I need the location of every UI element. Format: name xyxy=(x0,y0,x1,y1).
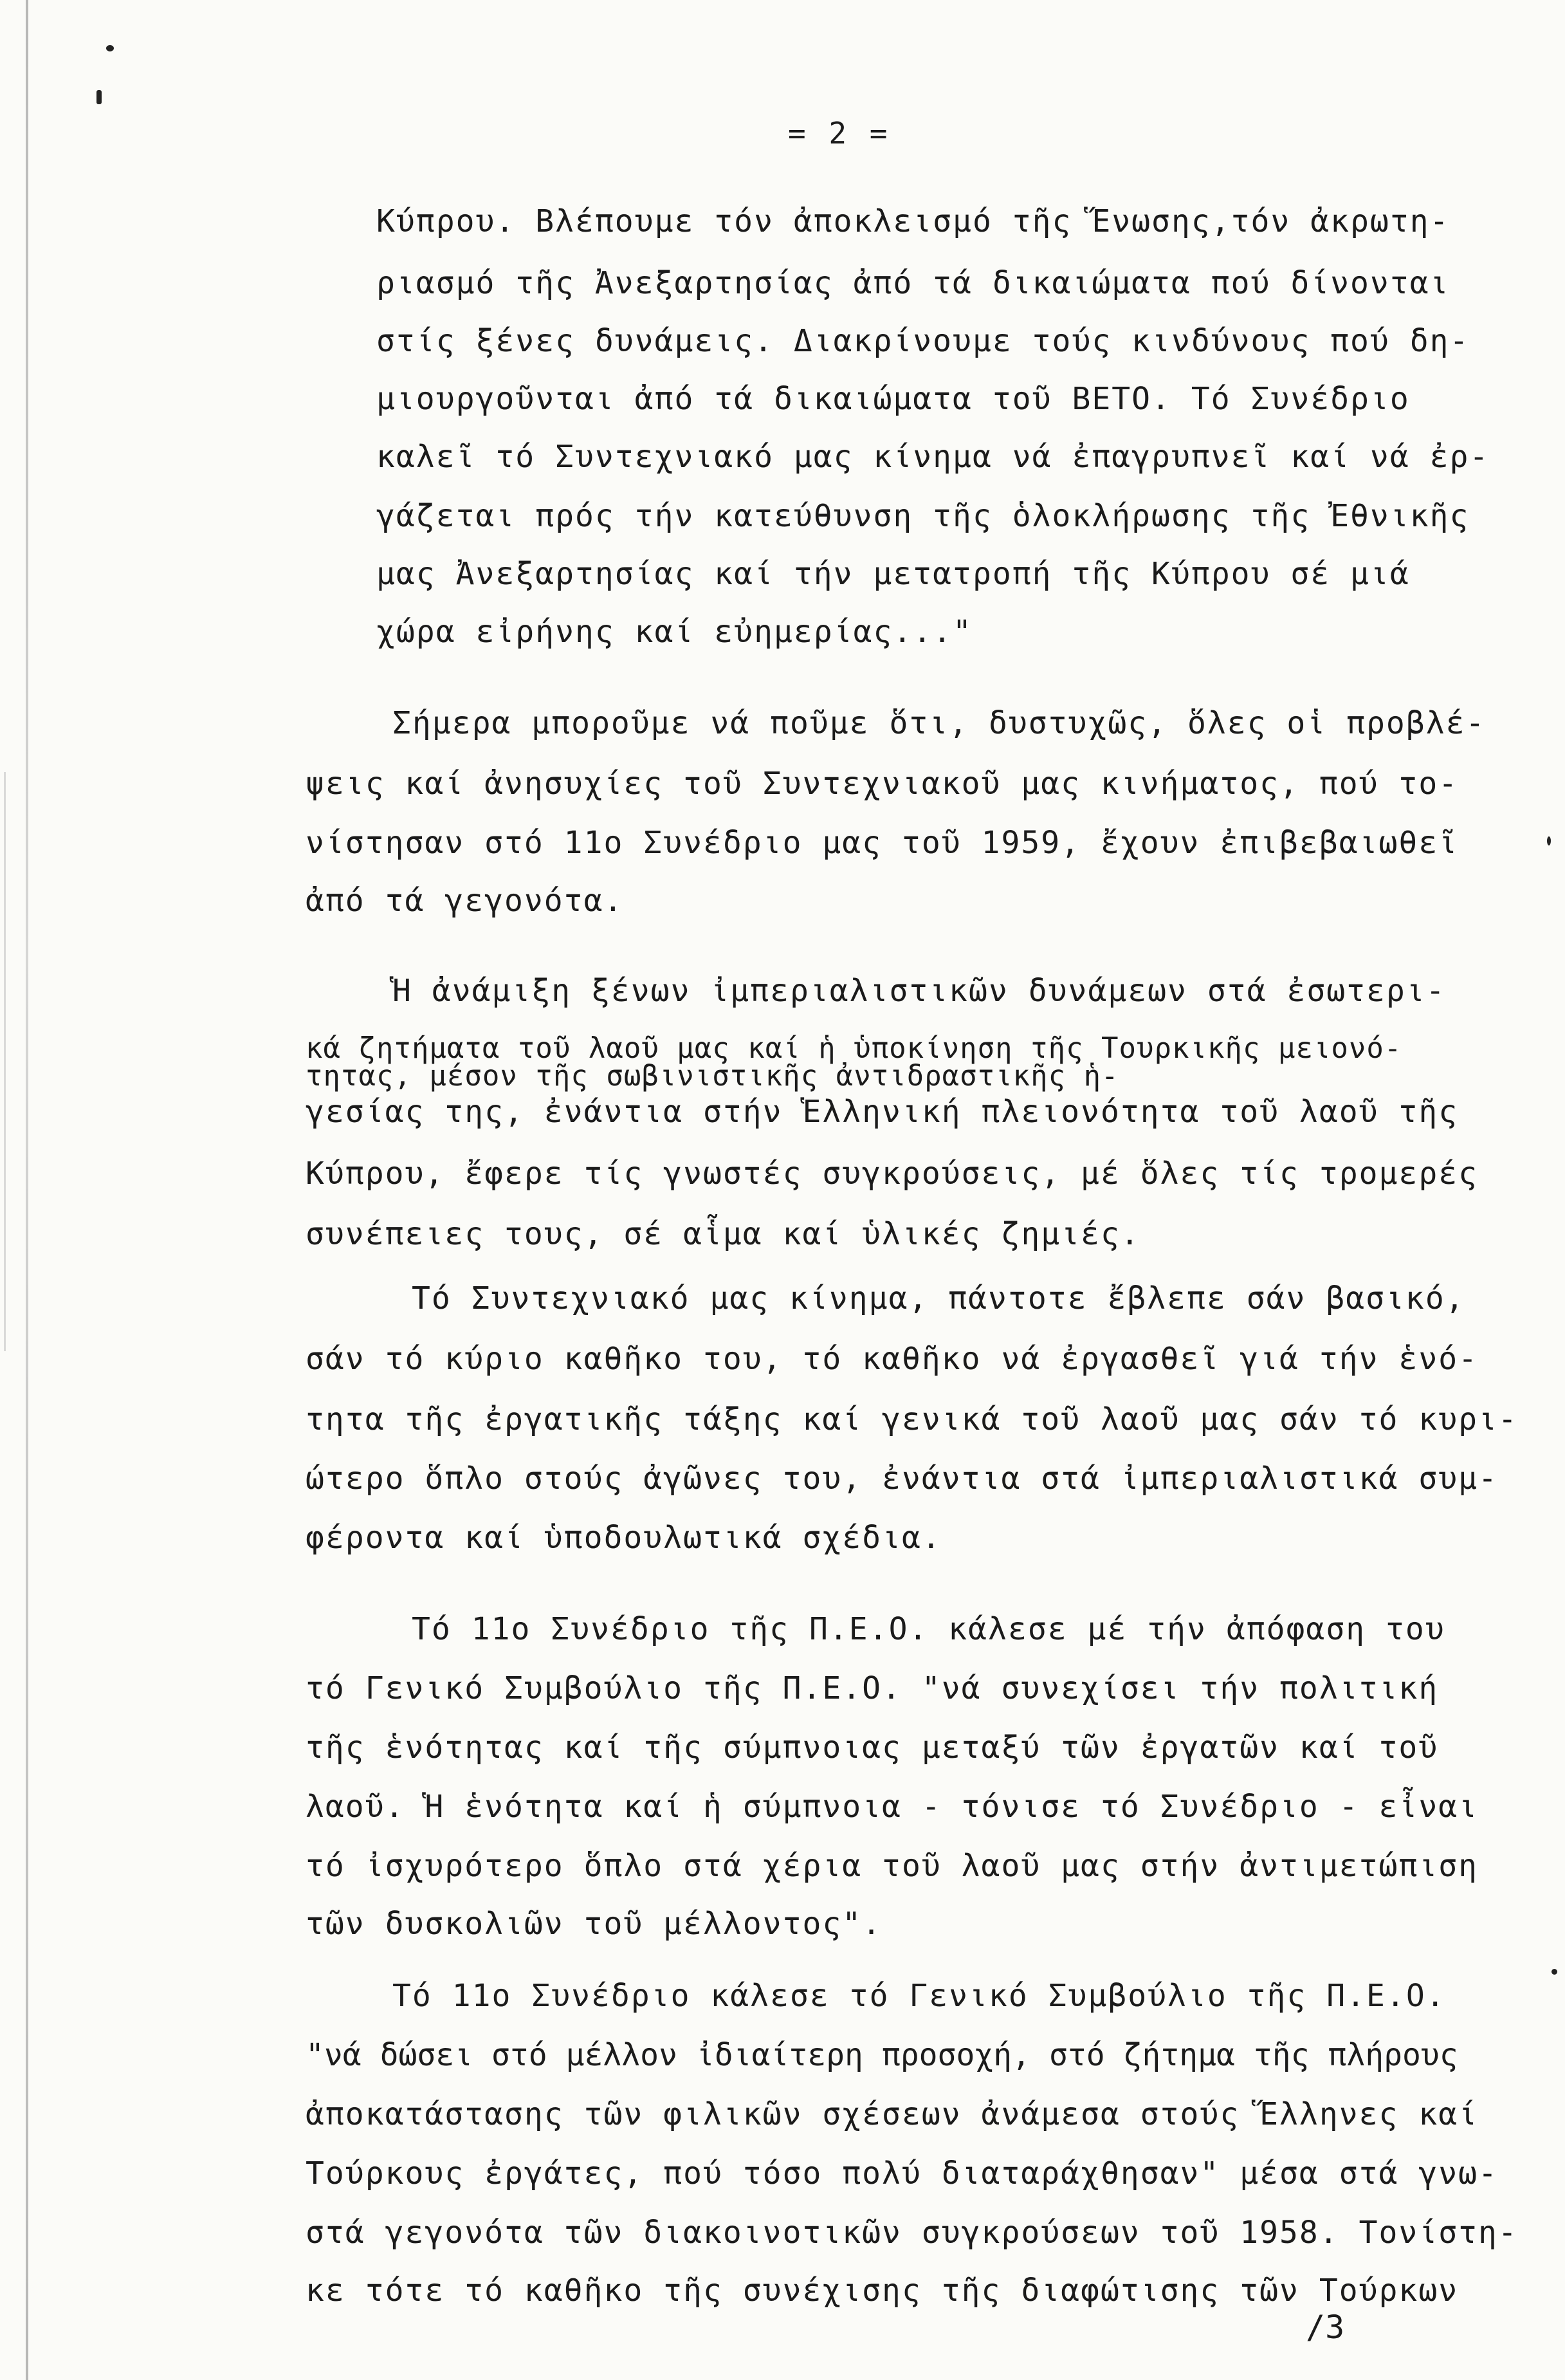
text-line: κε τότε τό καθῆκο τῆς συνέχισης τῆς διαφώτισης τῶν Τούρκων xyxy=(306,2273,1459,2309)
text-line: ἀποκατάστασης τῶν φιλικῶν σχέσεων ἀνάμεσα στούς Ἕλληνες καί xyxy=(306,2096,1479,2132)
text-line: καλεῖ τό Συντεχνιακό μας κίνημα νά ἐπαγρυπνεῖ καί νά ἐρ- xyxy=(376,439,1490,475)
text-line: Τό Συντεχνιακό μας κίνημα, πάντοτε ἔβλεπε σάν βασικό, xyxy=(412,1280,1465,1316)
text-line: Τό 11ο Συνέδριο τῆς Π.Ε.Ο. κάλεσε μέ τήν ἀπόφαση του xyxy=(412,1611,1445,1647)
text-line: μας Ἀνεξαρτησίας καί τήν μετατροπή τῆς Κύπρου σέ μιά xyxy=(376,556,1410,592)
text-line: στά γεγονότα τῶν διακοινοτικῶν συγκρούσεων τοῦ 1958. Τονίστη- xyxy=(306,2215,1518,2251)
text-line: ἀπό τά γεγονότα. xyxy=(306,883,624,919)
scan-speck xyxy=(1547,836,1551,845)
text-line: ψεις καί ἀνησυχίες τοῦ Συντεχνιακοῦ μας κινήματος, πού το- xyxy=(306,766,1459,802)
text-line: τῆς ἑνότητας καί τῆς σύμπνοιας μεταξύ τῶν ἐργατῶν καί τοῦ xyxy=(306,1730,1439,1766)
text-line: Κύπρου, ἔφερε τίς γνωστές συγκρούσεις, μέ ὅλες τίς τρομερές xyxy=(306,1156,1479,1192)
text-line: τητας, μέσον τῆς σωβινιστικῆς ἀντιδραστικῆς ἡ- xyxy=(306,1060,1119,1093)
text-line: μιουργοῦνται ἀπό τά δικαιώματα τοῦ ΒΕΤΟ. Τό Συνέδριο xyxy=(376,381,1410,417)
text-line: σάν τό κύριο καθῆκο του, τό καθῆκο νά ἐργασθεῖ γιά τήν ἑνό- xyxy=(306,1341,1479,1377)
scan-speck xyxy=(1551,1969,1557,1975)
scan-edge-line xyxy=(26,0,28,2380)
text-line: λαοῦ. Ἡ ἑνότητα καί ἡ σύμπνοια - τόνισε τό Συνέδριο - εἶναι xyxy=(306,1789,1479,1825)
scan-speck xyxy=(96,90,102,104)
text-line: τό ἰσχυρότερο ὅπλο στά χέρια τοῦ λαοῦ μας στήν ἀντιμετώπιση xyxy=(306,1848,1479,1884)
text-line: νίστησαν στό 11ο Συνέδριο μας τοῦ 1959, ἔχουν ἐπιβεβαιωθεῖ xyxy=(306,825,1459,861)
text-line: Τό 11ο Συνέδριο κάλεσε τό Γενικό Συμβούλιο τῆς Π.Ε.Ο. xyxy=(392,1978,1446,2014)
text-line: γάζεται πρός τήν κατεύθυνση τῆς ὁλοκλήρωσης τῆς Ἐθνικῆς xyxy=(376,498,1470,534)
text-line: Κύπρου. Βλέπουμε τόν ἀποκλεισμό τῆς Ἕνωσης,τόν ἀκρωτη- xyxy=(376,203,1450,239)
text-line: ώτερο ὅπλο στούς ἀγῶνες του, ἐνάντια στά ἰμπεριαλιστικά συμ- xyxy=(306,1461,1498,1497)
text-line: τῶν δυσκολιῶν τοῦ μέλλοντος". xyxy=(306,1906,883,1942)
text-line: στίς ξένες δυνάμεις. Διακρίνουμε τούς κινδύνους πού δη- xyxy=(376,323,1470,359)
text-line: Σήμερα μποροῦμε νά ποῦμε ὅτι, δυστυχῶς, ὅλες οἱ προβλέ- xyxy=(392,705,1486,741)
text-line: Ἡ ἀνάμιξη ξένων ἰμπεριαλιστικῶν δυνάμεων στά ἐσωτερι- xyxy=(392,973,1446,1009)
scan-speck xyxy=(106,45,114,51)
text-line: συνέπειες τους, σέ αἷμα καί ὑλικές ζημιές. xyxy=(306,1216,1140,1252)
text-line: κά ζητήματα τοῦ λαοῦ μας καί ἡ ὑποκίνηση τῆς Τουρκικῆς μειονό- xyxy=(306,1032,1402,1065)
text-line: φέροντα καί ὑποδουλωτικά σχέδια. xyxy=(306,1520,942,1556)
text-line: Τούρκους ἐργάτες, πού τόσο πολύ διαταράχθησαν" μέσα στά γνω- xyxy=(306,2155,1498,2191)
scan-edge-line xyxy=(4,772,6,1351)
text-line: τό Γενικό Συμβούλιο τῆς Π.Ε.Ο. "νά συνεχίσει τήν πολιτική xyxy=(306,1670,1439,1706)
text-line: "νά δώσει στό μέλλον ἰδιαίτερη προσοχή, στό ζήτημα τῆς πλήρους xyxy=(306,2037,1458,2073)
page-number: = 2 = xyxy=(788,116,890,151)
text-line: ριασμό τῆς Ἀνεξαρτησίας ἀπό τά δικαιώματα πού δίνονται xyxy=(376,265,1450,301)
continuation-page-mark: /3 xyxy=(1306,2309,1345,2346)
text-line: τητα τῆς ἐργατικῆς τάξης καί γενικά τοῦ λαοῦ μας σάν τό κυρι- xyxy=(306,1401,1518,1437)
text-line: χώρα εἰρήνης καί εὐημερίας..." xyxy=(376,614,973,650)
text-line: γεσίας της, ἐνάντια στήν Ἑλληνική πλειονότητα τοῦ λαοῦ τῆς xyxy=(306,1094,1459,1130)
